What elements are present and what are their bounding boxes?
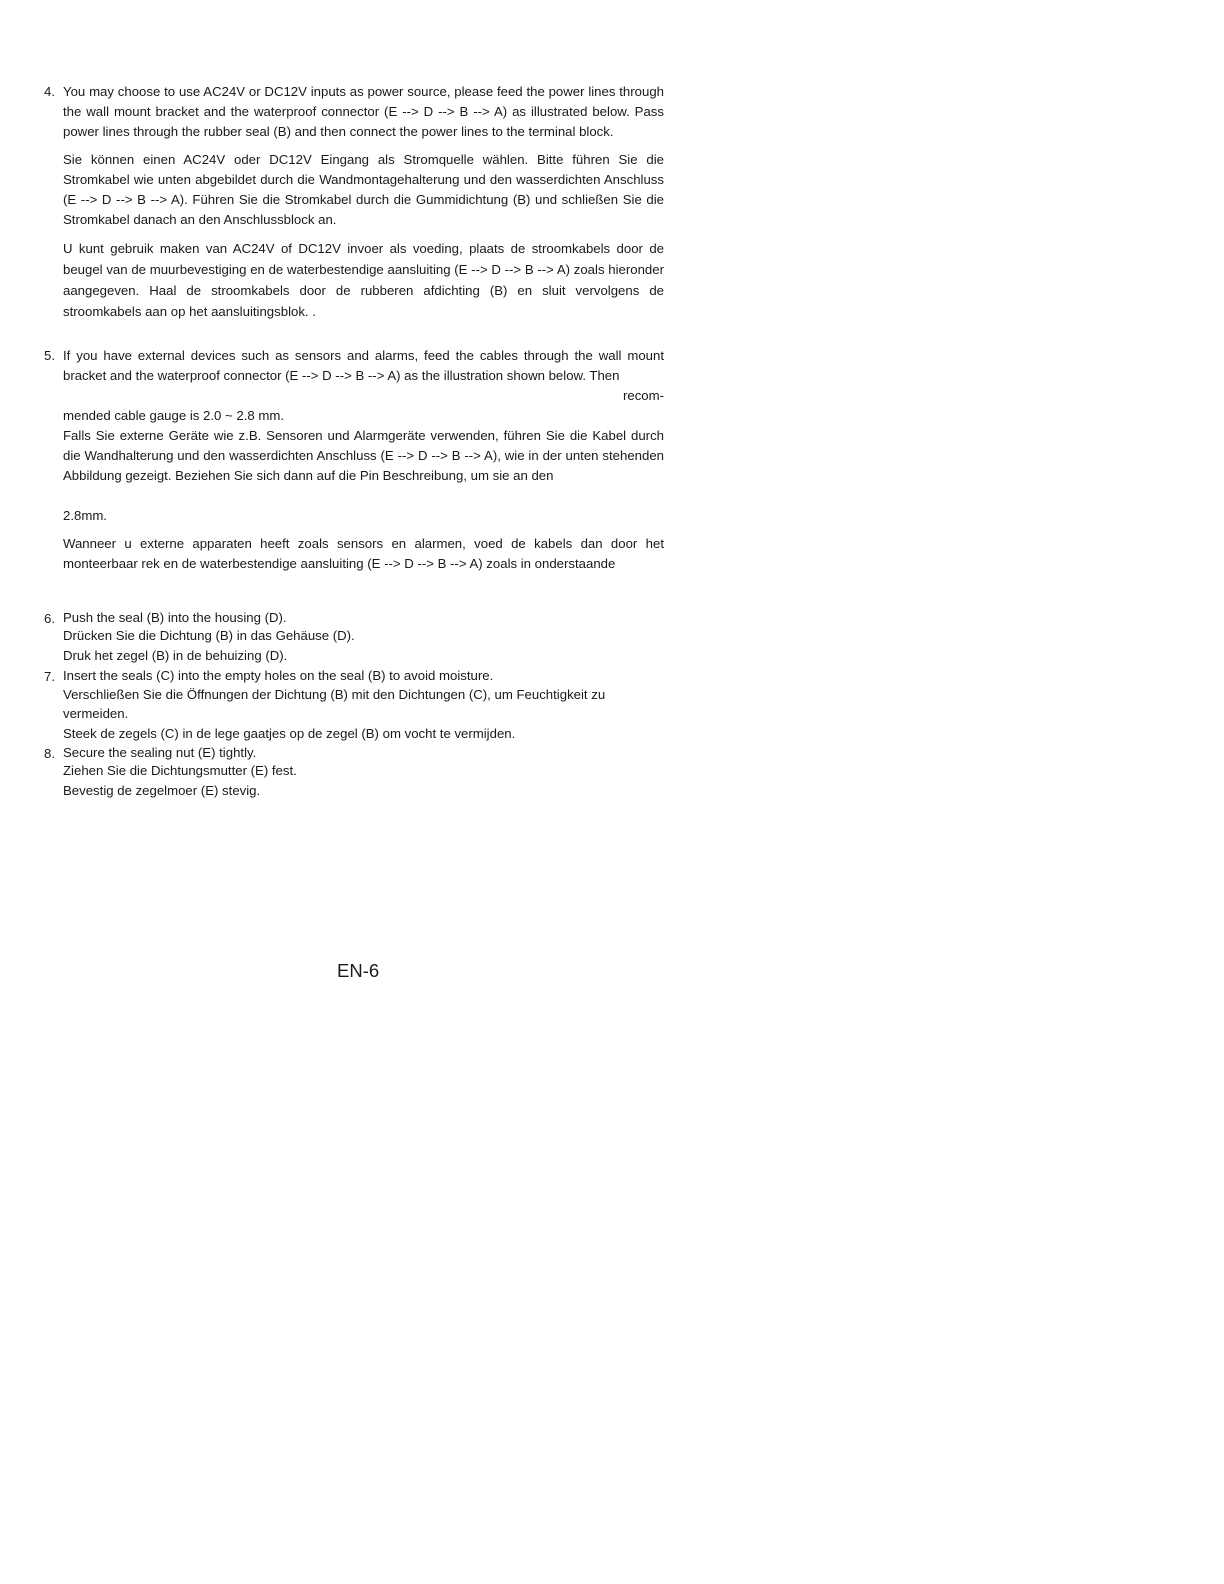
instruction-text-en: If you have external devices such as sensors and alarms, feed the cables through the wall mount bracket and the waterproof connector (E --> D --> B --> A) as the illustration shown below. Then [63, 348, 664, 383]
instruction-text-de: Verschließen Sie die Öffnungen der Dichtung (B) mit den Dichtungen (C), um Feuchtigkeit zu vermeiden. [63, 687, 606, 721]
instruction-item-8 [44, 744, 664, 800]
instruction-text-de: Ziehen Sie die Dichtungsmutter (E) fest. [63, 763, 297, 778]
instruction-text-en-fragment: recom- [622, 388, 664, 403]
instruction-text-nl: Wanneer u externe apparaten heeft zoals sensors en alarmen, voed de kabels dan door het monteerbaar rek en de waterbestendige aansluiting (E --> D --> B --> A) zoals in onderstaande [63, 536, 664, 571]
instruction-text-de: Falls Sie externe Geräte wie z.B. Sensoren und Alarmgeräte verwenden, führen Sie die Kabel durch die Wandhalterung und den wasserdichten Anschluss (E --> D --> B --> A), wie in der unten stehenden Abbildung gezeigt. Beziehen Sie sich dann auf die Pin Beschreibung, um sie an den [63, 428, 664, 483]
instruction-text-en: Push the seal (B) into the housing (D). [63, 610, 287, 625]
item-number: 7. [44, 669, 55, 684]
instruction-item-4 [44, 82, 664, 322]
instruction-text-en-continued: mended cable gauge is 2.0 ~ 2.8 mm. [63, 408, 285, 423]
instruction-text-nl: Druk het zegel (B) in de behuizing (D). [63, 648, 288, 663]
instruction-item-7 [44, 667, 664, 743]
item-number: 5. [44, 348, 55, 363]
instruction-item-5 [44, 346, 664, 574]
instruction-text-nl: Bevestig de zegelmoer (E) stevig. [63, 783, 261, 798]
instruction-text-en: You may choose to use AC24V or DC12V inputs as power source, please feed the power lines through the wall mount bracket and the waterproof connector (E --> D --> B --> A) as illustrated below. Pass power lines through the rubber seal (B) and then connect the power lines to the terminal block. [63, 84, 664, 139]
item-number: 4. [44, 84, 55, 99]
instruction-item-6 [44, 609, 664, 665]
instruction-text-en: Secure the sealing nut (E) tightly. [63, 745, 257, 760]
instruction-text-nl: U kunt gebruik maken van AC24V of DC12V invoer als voeding, plaats de stroomkabels door de beugel van de muurbevestiging en de waterbestendige aansluiting (E --> D --> B --> A) zoals hieronder aangegeven. Haal de stroomkabels door de rubberen afdichting (B) en sluit vervolgens de stroomkabels aan op het aansluitingsblok. . [63, 241, 664, 319]
instruction-text-de: Drücken Sie die Dichtung (B) in das Gehäuse (D). [63, 628, 355, 643]
instruction-text-de-continued: 2.8mm. [63, 508, 107, 523]
page-number: EN-6 [337, 960, 380, 981]
instruction-text-en: Insert the seals (C) into the empty holes on the seal (B) to avoid moisture. [63, 668, 494, 683]
instruction-text-nl: Steek de zegels (C) in de lege gaatjes op de zegel (B) om vocht te vermijden. [63, 726, 516, 741]
instruction-text-de: Sie können einen AC24V oder DC12V Eingang als Stromquelle wählen. Bitte führen Sie die Stromkabel wie unten abgebildet durch die Wandmontagehalterung und den wasserdichten Anschluss (E --> D --> B --> A). Führen Sie die Stromkabel durch die Gummidichtung (B) und schließen Sie die Stromkabel danach an den Anschlussblock an. [63, 152, 664, 227]
item-number: 6. [44, 611, 55, 626]
item-number: 8. [44, 746, 55, 761]
